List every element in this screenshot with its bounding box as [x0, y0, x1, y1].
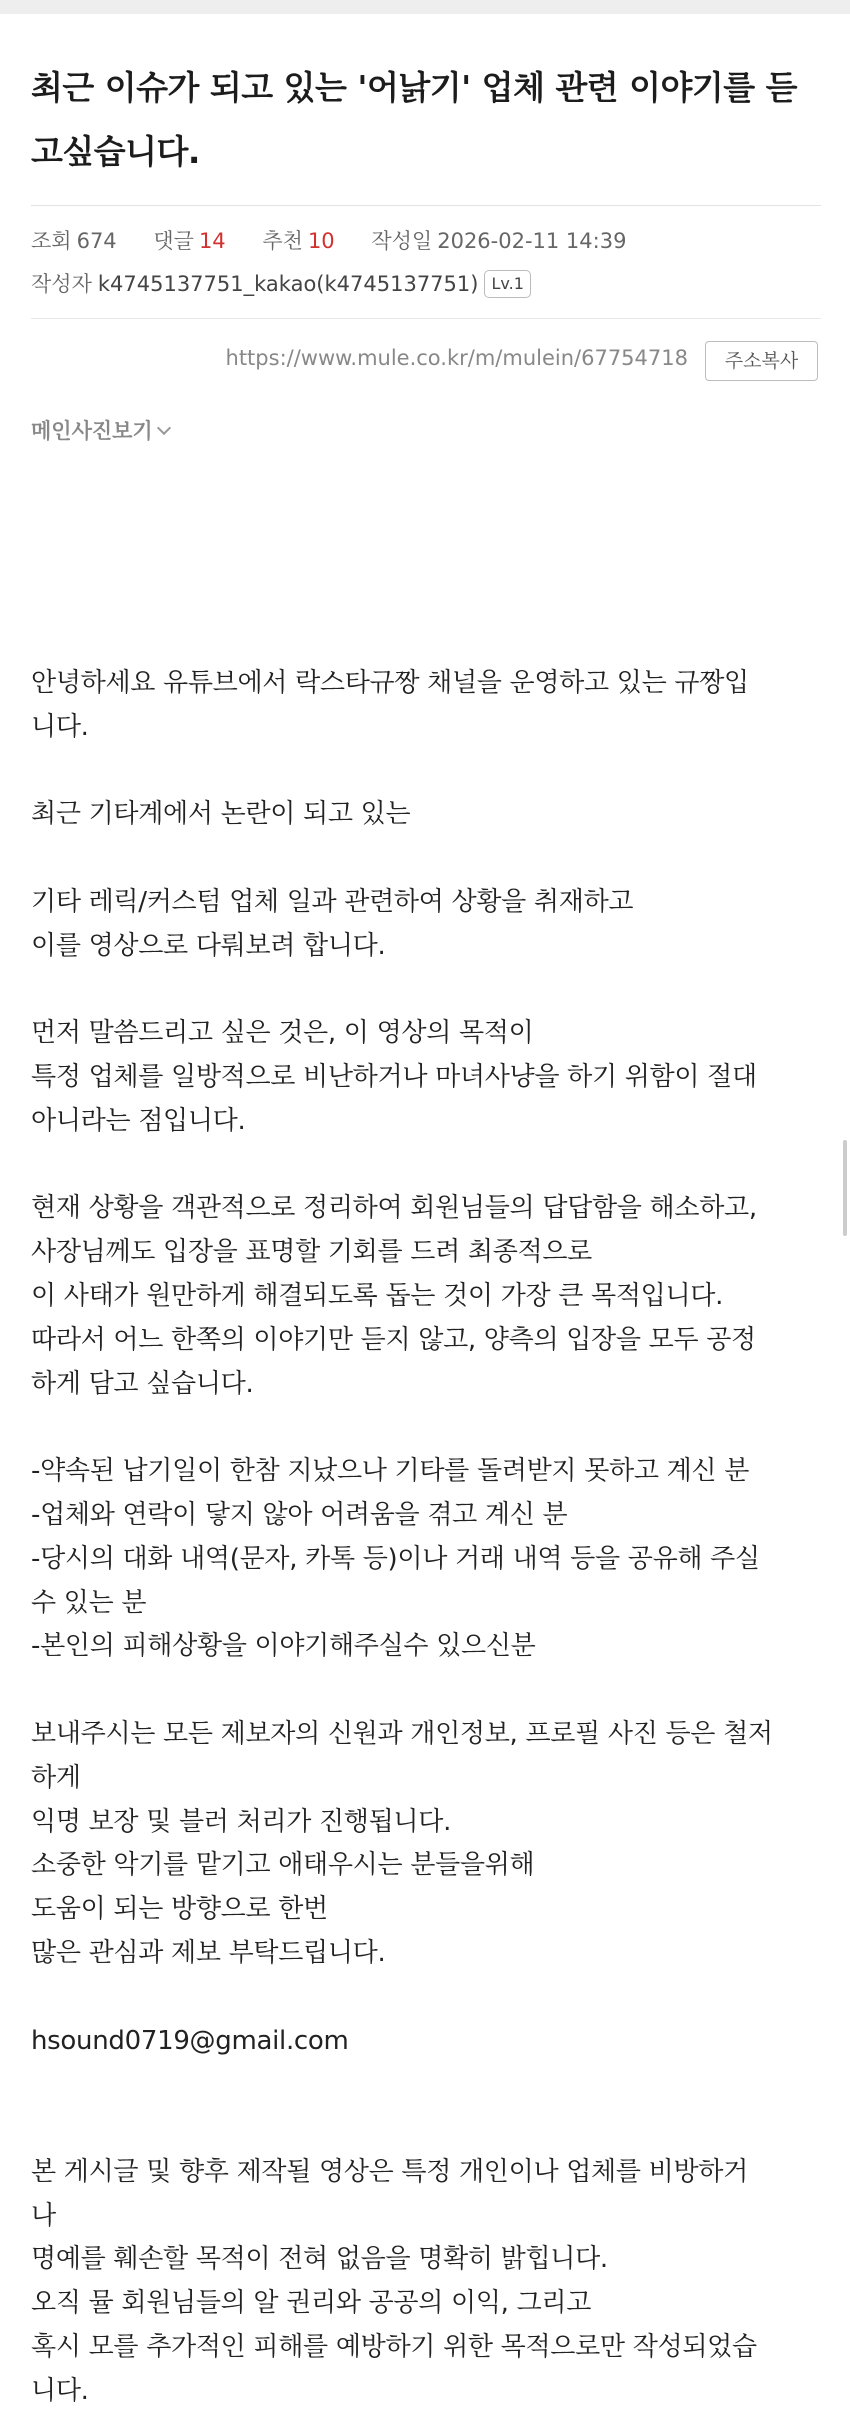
body-line: 하게 담고 싶습니다. — [31, 1368, 254, 1399]
post-date: 2026-02-11 14:39 — [437, 229, 627, 253]
body-line: 소중한 악기를 맡기고 애태우시는 분들을위해 — [31, 1850, 535, 1881]
author-row — [31, 268, 531, 298]
body-line: 현재 상황을 객관적으로 정리하여 회원님들의 답답함을 해소하고, — [31, 1193, 757, 1224]
meta-divider — [31, 318, 821, 319]
views-label: 조회 — [31, 229, 72, 253]
body-line: 나 — [31, 2200, 56, 2231]
comments-stat — [153, 229, 225, 253]
body-line: 하게 — [31, 1762, 81, 1793]
scrollbar[interactable] — [843, 1140, 847, 1236]
level-badge: Lv.1 — [484, 270, 530, 298]
body-line — [31, 1406, 831, 1450]
body-line: 많은 관심과 제보 부탁드립니다. — [31, 1937, 386, 1968]
author-name[interactable]: k4745137751_kakao(k4745137751) — [97, 272, 479, 296]
body-line — [31, 2063, 831, 2107]
body-line: 익명 보장 및 블러 처리가 진행됩니다. — [31, 1806, 452, 1837]
top-bar — [0, 0, 850, 14]
body-line: 니다. — [31, 711, 89, 742]
views-stat — [31, 229, 117, 253]
copy-url-button[interactable]: 주소복사 — [705, 341, 818, 381]
date-label: 작성일 — [371, 229, 433, 253]
body-line: 이 사태가 원만하게 해결되도록 돕는 것이 가장 큰 목적입니다. — [31, 1280, 724, 1311]
body-line: 오직 뮬 회원님들의 알 권리와 공공의 이익, 그리고 — [31, 2288, 592, 2319]
body-line — [31, 1669, 831, 1713]
body-line: -업체와 연락이 닿지 않아 어려움을 겪고 계신 분 — [31, 1499, 568, 1530]
body-line — [31, 1144, 831, 1188]
body-line: 이를 영상으로 다뤄보려 합니다. — [31, 930, 386, 961]
body-line: 혹시 모를 추가적인 피해를 예방하기 위한 목적으로만 작성되었습 — [31, 2332, 757, 2363]
author-label: 작성자 — [31, 272, 92, 296]
body-line: 기타 레릭/커스텀 업체 일과 관련하여 상황을 취재하고 — [31, 886, 634, 917]
post-title: 최근 이슈가 되고 있는 '어낡기' 업체 관련 이야기를 듣고싶습니다. — [31, 68, 798, 171]
body-line: 명예를 훼손할 목적이 전혀 없음을 명확히 밝힙니다. — [31, 2244, 608, 2275]
body-line — [31, 837, 831, 881]
comments-count: 14 — [198, 229, 226, 253]
body-line: -약속된 납기일이 한참 지났으나 기타를 돌려받지 못하고 계신 분 — [31, 1456, 750, 1487]
main-photo-toggle[interactable] — [31, 415, 169, 445]
body-line: 니다. — [31, 2375, 89, 2406]
views-count: 674 — [76, 229, 117, 253]
comments-label: 댓글 — [153, 229, 194, 253]
post-stats — [31, 225, 656, 255]
body-line — [31, 2107, 831, 2151]
body-line: 사장님께도 입장을 표명할 기회를 드려 최종적으로 — [31, 1237, 592, 1268]
body-line: 안녕하세요 유튜브에서 락스타규짱 채널을 운영하고 있는 규짱입 — [31, 667, 749, 698]
body-line: -본인의 피해상황을 이야기해주실수 있으신분 — [31, 1631, 536, 1662]
body-line — [31, 618, 831, 662]
body-line: 먼저 말씀드리고 싶은 것은, 이 영상의 목적이 — [31, 1018, 534, 1049]
body-line: 도움이 되는 방향으로 한번 — [31, 1894, 328, 1925]
post-body — [31, 618, 831, 2414]
date-stat — [371, 229, 626, 253]
body-line: 최근 기타계에서 논란이 되고 있는 — [31, 799, 411, 830]
recommend-label: 추천 — [262, 229, 303, 253]
body-line: 아니라는 점입니다. — [31, 1105, 246, 1136]
chevron-down-icon — [157, 421, 171, 435]
title-divider — [31, 205, 821, 206]
body-line: hsound0719@gmail.com — [31, 2025, 349, 2056]
body-line: 특정 업체를 일방적으로 비난하거나 마녀사냥을 하기 위함이 절대 — [31, 1061, 757, 1092]
recommend-count: 10 — [307, 229, 335, 253]
post-url: https://www.mule.co.kr/m/mulein/67754718 — [225, 346, 688, 370]
body-line — [31, 749, 831, 793]
body-line: 수 있는 분 — [31, 1587, 147, 1618]
recommend-stat — [262, 229, 334, 253]
body-line — [31, 968, 831, 1012]
body-line: 본 게시글 및 향후 제작될 영상은 특정 개인이나 업체를 비방하거 — [31, 2156, 748, 2187]
body-line: 따라서 어느 한쪽의 이야기만 듣지 않고, 양측의 입장을 모두 공정 — [31, 1324, 756, 1355]
body-line — [31, 1976, 831, 2020]
body-line: 보내주시는 모든 제보자의 신원과 개인정보, 프로필 사진 등은 철저 — [31, 1718, 773, 1749]
main-photo-label: 메인사진보기 — [31, 419, 153, 443]
body-line: -당시의 대화 내역(문자, 카톡 등)이나 거래 내역 등을 공유해 주실 — [31, 1543, 760, 1574]
